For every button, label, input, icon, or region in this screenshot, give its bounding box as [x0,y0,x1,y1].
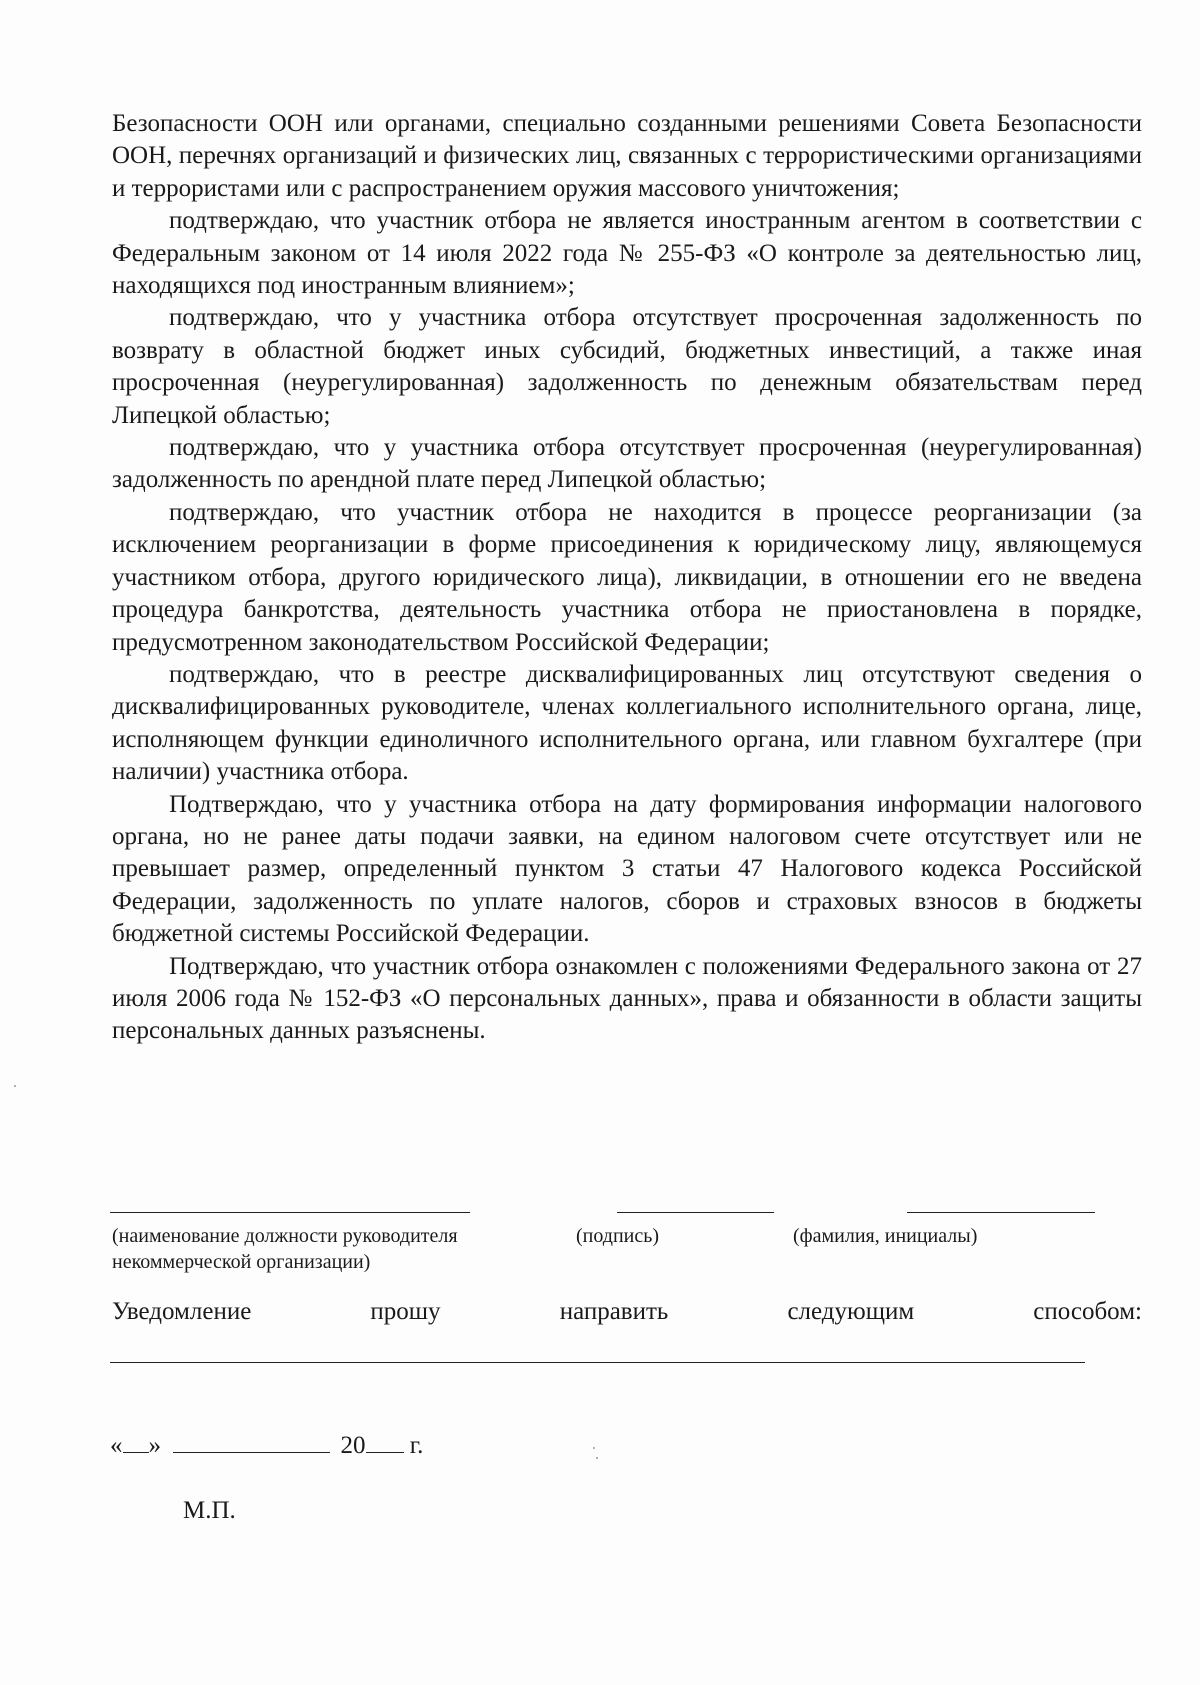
name-signature-line[interactable] [907,1212,1095,1213]
notification-word: следующим [787,1298,915,1325]
date-close-quote: » [148,1432,161,1459]
paragraph-tax-debt: Подтверждаю, что у участника отбора на дату формирования информации налогового органа, но не ранее даты подачи заявки, на едином налоговом счете отсутствует или не превышает размер, определенный пунктом 3 статьи 47 Налогового кодекса Российской Федерации, задолженность по уплате налогов, сборов и страховых взносов в бюджеты бюджетной системы Российской Федерации. [112,790,1142,948]
year-blank[interactable] [366,1430,404,1453]
document-body [112,108,1142,1048]
month-blank[interactable] [173,1430,330,1453]
scan-speck [14,1085,16,1087]
position-signature-line[interactable] [110,1212,470,1213]
notification-word: направить [559,1298,669,1325]
date-open-quote: « [110,1432,123,1459]
scan-speck [596,1457,598,1459]
paragraph-personal-data: Подтверждаю, что участник отбора ознакомлен с положениями Федерального закона от 27 июля 2006 года № 152-ФЗ «О персональных данных», права и обязанности в области защиты персональных данных разъяснены. [112,952,1142,1045]
year-prefix: 20 [340,1432,366,1459]
signature-line[interactable] [617,1212,774,1213]
day-blank[interactable] [123,1430,149,1453]
paragraph-rent-debt: подтверждаю, что у участника отбора отсутствует просроченная (неурегулированная) задолженность по арендной плате перед Липецкой областью; [112,434,1142,494]
year-suffix: г. [409,1432,424,1459]
date-field [110,1430,423,1460]
name-caption: (фамилия, инициалы) [793,1225,978,1247]
position-caption: (наименование должности руководителя некоммерческой организации) [112,1225,458,1273]
notification-method-blank[interactable] [110,1362,1085,1363]
notification-word: Уведомление [112,1298,252,1325]
scan-speck [593,1447,595,1449]
notification-method-line [112,1298,1142,1326]
notification-word: прошу [370,1298,441,1325]
paragraph-disqualified: подтверждаю, что в реестре дисквалифицированных лиц отсутствуют сведения о дисквалифицированных руководителе, членах коллегиального исполнительного органа, лице, исполняющем функции единоличного исполнительного органа, или главном бухгалтере (при наличии) участника отбора. [112,660,1142,786]
paragraph-budget-debt: подтверждаю, что у участника отбора отсутствует просроченная задолженность по возврату в областной бюджет иных субсидий, бюджетных инвестиций, а также иная просроченная (неурегулированная) задолженность по денежным обязательствам перед Липецкой областью; [112,304,1142,429]
notification-word: способом: [1033,1298,1142,1325]
paragraph-un-lists: Безопасности ООН или органами, специально созданными решениями Совета Безопасности ООН, перечнях организаций и физических лиц, связанных с террористическими организациями и террористами или с распространением оружия массового уничтожения; [112,110,1142,202]
paragraph-foreign-agent: подтверждаю, что участник отбора не является иностранным агентом в соответствии с Федеральным законом от 14 июля 2022 года № 255-ФЗ «О контроле за деятельностью лиц, находящихся под иностранным влиянием»; [112,207,1142,300]
stamp-place-label: М.П. [183,1497,236,1524]
paragraph-reorganization: подтверждаю, что участник отбора не находится в процессе реорганизации (за исключением реорганизации в форме присоединения к юридическому лицу, являющемуся участником отбора, другого юридического лица), ликвидации, в отношении его не введена процедура банкротства, деятельность участника отбора не приостановлена в порядке, предусмотренном законодательством Российской Федерации; [112,498,1142,656]
signature-caption: (подпись) [576,1225,660,1247]
